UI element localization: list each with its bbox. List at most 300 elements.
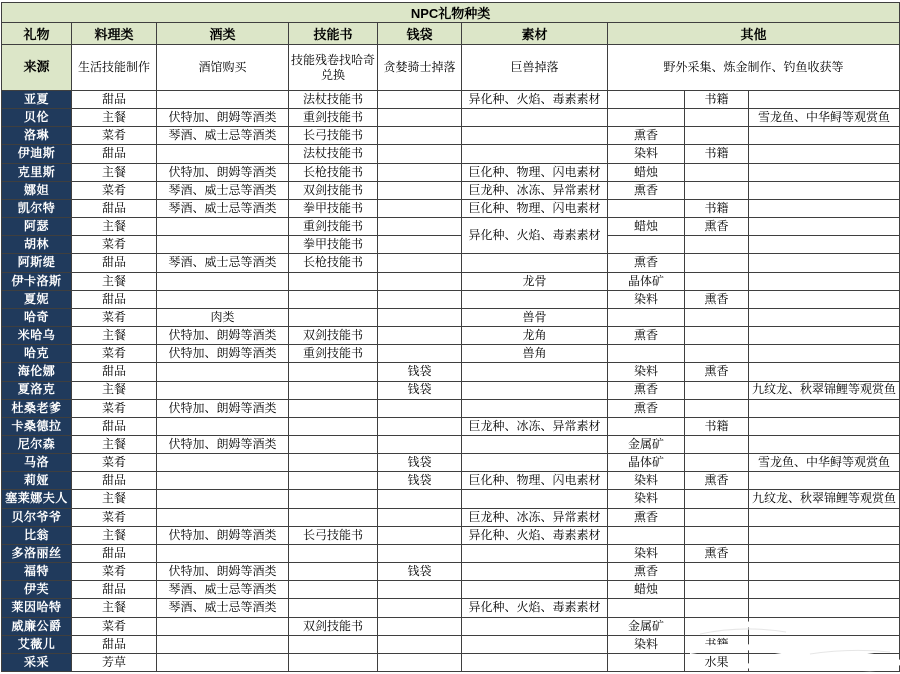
table-row [2, 399, 900, 417]
npc-name: 海伦娜 [2, 363, 72, 381]
gift-cell [749, 199, 900, 217]
table-row [2, 599, 900, 617]
gift-cell [157, 236, 289, 254]
gift-cell: 伏特加、朗姆等酒类 [157, 563, 289, 581]
gift-cell: 熏香 [685, 290, 749, 308]
gift-cell [462, 635, 608, 653]
gift-cell [749, 599, 900, 617]
source-skillbook: 技能残卷找哈奇兑换 [289, 45, 378, 91]
gift-cell: 熏香 [608, 399, 685, 417]
gift-cell: 雪龙鱼、中华鲟等观赏鱼 [749, 109, 900, 127]
gift-cell [289, 454, 378, 472]
gift-cell: 龙骨 [462, 272, 608, 290]
gift-cell: 长枪技能书 [289, 254, 378, 272]
gift-cell [157, 417, 289, 435]
npc-name: 亚夏 [2, 91, 72, 109]
gift-cell [685, 345, 749, 363]
gift-cell: 菜肴 [72, 563, 157, 581]
gift-cell: 伏特加、朗姆等酒类 [157, 163, 289, 181]
gift-cell [462, 109, 608, 127]
gift-cell: 法杖技能书 [289, 91, 378, 109]
gift-cell: 甜品 [72, 254, 157, 272]
gift-cell: 巨龙种、冰冻、异常素材 [462, 181, 608, 199]
gift-cell [749, 417, 900, 435]
gift-cell: 熏香 [608, 181, 685, 199]
gift-cell [462, 363, 608, 381]
gift-cell: 水果 [685, 653, 749, 671]
gift-cell [462, 563, 608, 581]
gift-cell [157, 472, 289, 490]
table-row [2, 454, 900, 472]
gift-cell [685, 109, 749, 127]
gift-cell: 琴酒、威士忌等酒类 [157, 127, 289, 145]
gift-cell [608, 345, 685, 363]
gift-cell: 琴酒、威士忌等酒类 [157, 581, 289, 599]
gift-cell [685, 254, 749, 272]
gift-cell [462, 653, 608, 671]
gift-cell [749, 163, 900, 181]
gift-cell [462, 581, 608, 599]
gift-cell [685, 563, 749, 581]
gift-cell: 菜肴 [72, 399, 157, 417]
gift-cell: 熏香 [685, 472, 749, 490]
column-header-other: 其他 [608, 23, 900, 45]
gift-cell: 熏香 [685, 218, 749, 236]
npc-name: 胡林 [2, 236, 72, 254]
table-title-row [2, 3, 900, 23]
gift-cell [289, 363, 378, 381]
gift-cell [749, 91, 900, 109]
gift-cell: 异化种、火焰、毒素素材 [462, 526, 608, 544]
gift-cell [378, 399, 462, 417]
gift-cell [289, 381, 378, 399]
gift-cell: 巨化种、物理、闪电素材 [462, 199, 608, 217]
npc-name: 贝伦 [2, 109, 72, 127]
gift-cell [608, 199, 685, 217]
gift-cell: 菜肴 [72, 127, 157, 145]
gift-cell: 钱袋 [378, 381, 462, 399]
gift-cell: 伏特加、朗姆等酒类 [157, 345, 289, 363]
table-row [2, 199, 900, 217]
gift-cell [749, 617, 900, 635]
gift-cell: 主餐 [72, 435, 157, 453]
gift-cell [685, 526, 749, 544]
gift-cell [157, 653, 289, 671]
table-row [2, 526, 900, 544]
gift-cell [157, 454, 289, 472]
gift-cell: 书籍 [685, 199, 749, 217]
table-row [2, 254, 900, 272]
gift-cell: 书籍 [685, 417, 749, 435]
gift-cell [157, 145, 289, 163]
gift-cell [289, 417, 378, 435]
gift-cell [749, 345, 900, 363]
table-row [2, 308, 900, 326]
gift-cell: 主餐 [72, 272, 157, 290]
npc-name: 凯尔特 [2, 199, 72, 217]
gift-cell: 熏香 [608, 327, 685, 345]
gift-cell: 甜品 [72, 363, 157, 381]
npc-name: 洛琳 [2, 127, 72, 145]
gift-cell [378, 145, 462, 163]
gift-cell [462, 254, 608, 272]
gift-cell: 书籍 [685, 635, 749, 653]
gift-cell: 钱袋 [378, 363, 462, 381]
gift-cell: 拳甲技能书 [289, 236, 378, 254]
table-row [2, 363, 900, 381]
gift-cell [685, 399, 749, 417]
npc-name: 哈奇 [2, 308, 72, 326]
gift-cell [157, 635, 289, 653]
source-other: 野外采集、炼金制作、钓鱼收获等 [608, 45, 900, 91]
gift-cell: 熏香 [608, 508, 685, 526]
source-moneybag: 贪婪骑士掉落 [378, 45, 462, 91]
gift-cell [685, 163, 749, 181]
npc-name: 尼尔森 [2, 435, 72, 453]
gift-cell [462, 544, 608, 562]
gift-cell: 书籍 [685, 91, 749, 109]
table-row [2, 563, 900, 581]
gift-cell: 巨化种、物理、闪电素材 [462, 472, 608, 490]
gift-cell: 熏香 [685, 544, 749, 562]
gift-cell [462, 290, 608, 308]
gift-cell [378, 254, 462, 272]
gift-cell: 甜品 [72, 145, 157, 163]
gift-cell [749, 472, 900, 490]
gift-cell [157, 91, 289, 109]
gift-cell: 主餐 [72, 526, 157, 544]
npc-name: 克里斯 [2, 163, 72, 181]
gift-cell: 甜品 [72, 290, 157, 308]
gift-cell: 双剑技能书 [289, 181, 378, 199]
gift-cell [685, 236, 749, 254]
gift-cell: 蜡烛 [608, 218, 685, 236]
npc-name: 米哈乌 [2, 327, 72, 345]
gift-cell [378, 199, 462, 217]
gift-cell [378, 508, 462, 526]
gift-cell: 钱袋 [378, 454, 462, 472]
npc-name: 艾薇儿 [2, 635, 72, 653]
gift-cell [749, 363, 900, 381]
gift-cell [378, 236, 462, 254]
table-row [2, 218, 900, 236]
npc-name: 阿瑟 [2, 218, 72, 236]
gift-cell: 染料 [608, 290, 685, 308]
gift-cell [462, 127, 608, 145]
table-row [2, 145, 900, 163]
gift-cell [749, 508, 900, 526]
gift-cell [289, 653, 378, 671]
gift-cell [289, 635, 378, 653]
npc-name: 莱因哈特 [2, 599, 72, 617]
gift-cell [378, 308, 462, 326]
column-header-cooking: 料理类 [72, 23, 157, 45]
npc-name: 夏妮 [2, 290, 72, 308]
table-row [2, 109, 900, 127]
gift-cell [749, 236, 900, 254]
gift-cell: 菜肴 [72, 345, 157, 363]
gift-cell [378, 417, 462, 435]
gift-cell: 巨化种、物理、闪电素材 [462, 163, 608, 181]
table-row [2, 236, 900, 254]
npc-name: 伊迪斯 [2, 145, 72, 163]
gift-cell [608, 109, 685, 127]
npc-name: 莉娅 [2, 472, 72, 490]
gift-cell: 甜品 [72, 417, 157, 435]
table-row [2, 490, 900, 508]
gift-cell: 伏特加、朗姆等酒类 [157, 399, 289, 417]
gift-cell [685, 617, 749, 635]
gift-cell [378, 490, 462, 508]
gift-cell: 主餐 [72, 599, 157, 617]
gift-cell [378, 272, 462, 290]
gift-cell [289, 490, 378, 508]
gift-cell [378, 581, 462, 599]
gift-cell: 菜肴 [72, 508, 157, 526]
gift-cell: 长弓技能书 [289, 526, 378, 544]
gift-cell: 熏香 [608, 563, 685, 581]
gift-cell [157, 617, 289, 635]
gift-cell [378, 435, 462, 453]
npc-name: 伊卡洛斯 [2, 272, 72, 290]
gift-cell [378, 127, 462, 145]
npc-rows [2, 91, 900, 672]
gift-cell [749, 145, 900, 163]
gift-cell: 主餐 [72, 490, 157, 508]
table-row [2, 435, 900, 453]
gift-cell [685, 508, 749, 526]
gift-cell: 伏特加、朗姆等酒类 [157, 526, 289, 544]
gift-cell [289, 581, 378, 599]
gift-cell [749, 581, 900, 599]
gift-cell: 肉类 [157, 308, 289, 326]
gift-cell [157, 290, 289, 308]
gift-cell [749, 526, 900, 544]
source-cooking: 生活技能制作 [72, 45, 157, 91]
gift-cell: 雪龙鱼、中华鲟等观赏鱼 [749, 454, 900, 472]
gift-cell: 巨龙种、冰冻、异常素材 [462, 417, 608, 435]
gift-cell [749, 399, 900, 417]
gift-cell [462, 381, 608, 399]
gift-cell: 染料 [608, 635, 685, 653]
gift-cell [378, 635, 462, 653]
gift-cell: 兽骨 [462, 308, 608, 326]
gift-cell: 菜肴 [72, 617, 157, 635]
gift-cell [157, 272, 289, 290]
table-row [2, 635, 900, 653]
gift-cell [378, 345, 462, 363]
gift-cell [462, 399, 608, 417]
table-row [2, 272, 900, 290]
gift-cell [749, 635, 900, 653]
column-header-gift: 礼物 [2, 23, 72, 45]
gift-cell [749, 308, 900, 326]
gift-cell [378, 327, 462, 345]
source-alcohol: 酒馆购买 [157, 45, 289, 91]
column-header-material: 素材 [462, 23, 608, 45]
gift-cell [685, 435, 749, 453]
gift-cell: 钱袋 [378, 472, 462, 490]
column-header-moneybag: 钱袋 [378, 23, 462, 45]
gift-cell: 主餐 [72, 109, 157, 127]
gift-cell: 主餐 [72, 327, 157, 345]
gift-cell: 蜡烛 [608, 581, 685, 599]
column-header-row [2, 23, 900, 45]
gift-cell [685, 454, 749, 472]
gift-cell: 琴酒、威士忌等酒类 [157, 254, 289, 272]
gift-cell [685, 327, 749, 345]
gift-cell [157, 363, 289, 381]
source-material: 巨兽掉落 [462, 45, 608, 91]
gift-cell [378, 599, 462, 617]
gift-cell [749, 653, 900, 671]
gift-cell: 染料 [608, 544, 685, 562]
page-title: NPC礼物种类 [2, 3, 900, 23]
gift-cell [608, 308, 685, 326]
gift-cell: 钱袋 [378, 563, 462, 581]
gift-cell [749, 181, 900, 199]
gift-cell: 琴酒、威士忌等酒类 [157, 599, 289, 617]
gift-cell [462, 145, 608, 163]
npc-name: 马洛 [2, 454, 72, 472]
gift-cell [157, 508, 289, 526]
table-row [2, 181, 900, 199]
gift-cell: 长弓技能书 [289, 127, 378, 145]
npc-name: 塞莱娜夫人 [2, 490, 72, 508]
gift-cell: 拳甲技能书 [289, 199, 378, 217]
npc-name: 哈克 [2, 345, 72, 363]
gift-cell: 熏香 [608, 381, 685, 399]
gift-cell [378, 617, 462, 635]
npc-name: 娜妲 [2, 181, 72, 199]
table-row [2, 163, 900, 181]
source-row [2, 45, 900, 91]
gift-cell [289, 599, 378, 617]
gift-cell: 菜肴 [72, 236, 157, 254]
gift-cell [608, 417, 685, 435]
gift-cell: 异化种、火焰、毒素素材 [462, 91, 608, 109]
gift-cell [157, 381, 289, 399]
gift-cell [157, 544, 289, 562]
table-row [2, 508, 900, 526]
gift-cell [378, 544, 462, 562]
gift-cell [378, 526, 462, 544]
gift-cell: 熏香 [608, 127, 685, 145]
table-row [2, 417, 900, 435]
gift-cell [378, 290, 462, 308]
table-row [2, 127, 900, 145]
gift-cell: 熏香 [685, 363, 749, 381]
gift-cell: 染料 [608, 363, 685, 381]
gift-cell: 菜肴 [72, 454, 157, 472]
gift-cell: 主餐 [72, 218, 157, 236]
gift-cell [289, 544, 378, 562]
gift-cell [157, 218, 289, 236]
gift-cell: 金属矿 [608, 617, 685, 635]
gift-cell: 甜品 [72, 91, 157, 109]
gift-cell: 菜肴 [72, 308, 157, 326]
gift-cell: 双剑技能书 [289, 327, 378, 345]
source-label: 来源 [2, 45, 72, 91]
gift-cell [289, 308, 378, 326]
gift-cell: 琴酒、威士忌等酒类 [157, 181, 289, 199]
gift-cell: 主餐 [72, 381, 157, 399]
gift-cell [378, 653, 462, 671]
gift-cell [378, 163, 462, 181]
gift-cell: 龙角 [462, 327, 608, 345]
npc-gift-table [1, 2, 900, 672]
gift-cell [289, 290, 378, 308]
gift-cell [289, 472, 378, 490]
gift-cell [462, 617, 608, 635]
gift-cell [685, 581, 749, 599]
gift-cell [749, 254, 900, 272]
gift-cell [289, 272, 378, 290]
gift-cell [378, 91, 462, 109]
gift-cell: 熏香 [608, 254, 685, 272]
gift-cell [462, 490, 608, 508]
gift-cell [289, 563, 378, 581]
gift-cell [378, 218, 462, 236]
gift-cell: 双剑技能书 [289, 617, 378, 635]
gift-cell [608, 236, 685, 254]
npc-name: 阿斯缇 [2, 254, 72, 272]
gift-cell: 书籍 [685, 145, 749, 163]
gift-cell [749, 327, 900, 345]
gift-cell: 晶体矿 [608, 272, 685, 290]
gift-cell [749, 544, 900, 562]
npc-name: 杜桑老爹 [2, 399, 72, 417]
npc-name: 多洛丽丝 [2, 544, 72, 562]
table-row [2, 544, 900, 562]
gift-cell [378, 109, 462, 127]
gift-cell: 九纹龙、秋翠锦鲤等观赏鱼 [749, 381, 900, 399]
column-header-skillbook: 技能书 [289, 23, 378, 45]
table-row [2, 290, 900, 308]
gift-cell: 重剑技能书 [289, 109, 378, 127]
npc-name: 贝尔爷爷 [2, 508, 72, 526]
gift-cell: 重剑技能书 [289, 218, 378, 236]
gift-cell: 染料 [608, 472, 685, 490]
gift-cell [685, 127, 749, 145]
table-row [2, 381, 900, 399]
gift-cell [685, 490, 749, 508]
table-row [2, 617, 900, 635]
gift-cell: 甜品 [72, 544, 157, 562]
gift-cell: 主餐 [72, 163, 157, 181]
gift-cell: 琴酒、威士忌等酒类 [157, 199, 289, 217]
gift-cell [608, 653, 685, 671]
gift-cell [685, 599, 749, 617]
gift-cell: 兽角 [462, 345, 608, 363]
gift-cell: 伏特加、朗姆等酒类 [157, 327, 289, 345]
gift-cell [289, 399, 378, 417]
gift-cell: 九纹龙、秋翠锦鲤等观赏鱼 [749, 490, 900, 508]
gift-cell [685, 272, 749, 290]
table-row [2, 91, 900, 109]
gift-cell: 甜品 [72, 581, 157, 599]
gift-cell [749, 563, 900, 581]
npc-name: 比翁 [2, 526, 72, 544]
gift-cell: 甜品 [72, 199, 157, 217]
gift-cell [608, 91, 685, 109]
gift-cell: 法杖技能书 [289, 145, 378, 163]
table-row [2, 653, 900, 671]
gift-cell: 甜品 [72, 635, 157, 653]
gift-cell [749, 435, 900, 453]
gift-cell: 伏特加、朗姆等酒类 [157, 435, 289, 453]
gift-cell [378, 181, 462, 199]
